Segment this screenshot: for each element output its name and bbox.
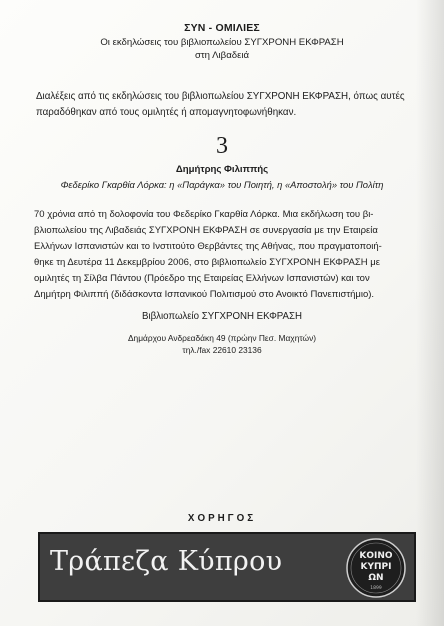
body-paragraph — [34, 207, 406, 304]
talk-title: Φεδερίκο Γκαρθία Λόρκα: η «Παράγκα» του Ποιητή, η «Αποστολή» του Πολίτη — [60, 179, 384, 190]
intro-line2: παραδόθηκαν από τους ομιλητές ή απομαγνητοφωνήθηκαν. — [36, 107, 297, 118]
series-subtitle-line2: στη Λιβαδειά — [194, 49, 250, 61]
bank-name: Τράπεζα Κύπρου — [50, 546, 283, 577]
series-title: ΣΥΝ - ΟΜΙΛΙΕΣ — [184, 22, 260, 34]
address: Δημάρχου Ανδρεαδάκη 49 (πρώην Πεσ. Μαχητών) — [127, 333, 317, 343]
contact-block — [0, 333, 444, 356]
logo-year: 1899 — [370, 586, 382, 591]
body-line: Δημήτρη Φιλιππή (διδάσκοντα Ισπανικού Πολιτισμού στο Ανοικτό Πανεπιστήμιο). — [34, 289, 375, 301]
issue-number: 3 — [216, 133, 228, 159]
intro-line1: Διαλέξεις από τις εκδηλώσεις του βιβλιοπωλείου ΣΥΓΧΡΟΝΗ ΕΚΦΡΑΣΗ, όπως αυτές — [36, 91, 405, 102]
body-line: ομιλητές τη Σίλβα Πάντου (Πρόεδρο της Εταιρείας Ελλήνων Ισπανιστών) και τον — [34, 273, 370, 285]
body-line: θηκε τη Δευτέρα 11 Δεκεμβρίου 2006, στο βιβλιοπωλείο ΣΥΓΧΡΟΝΗ ΕΚΦΡΑΣΗ με — [34, 257, 380, 269]
intro-paragraph — [36, 89, 408, 121]
author-name: Δημήτρης Φιλιππής — [175, 164, 269, 175]
sponsor-banner — [38, 532, 416, 602]
body-line: Ελλήνων Ισπανιστών και το Ινστιτούτο Θερβάντες της Αθήνας, που πραγματοποιή- — [34, 241, 382, 253]
body-line: 70 χρόνια από τη δολοφονία του Φεδερίκο Γκαρθία Λόρκα. Μια εκδήλωση του βι- — [34, 209, 374, 220]
logo-line1: ΚΟΙΝΟ — [359, 551, 393, 561]
series-subtitle-line1: Οι εκδηλώσεις του βιβλιοπωλείου ΣΥΓΧΡΟΝΗ ΕΚΦΡΑΣΗ — [100, 37, 344, 48]
bookshop-name: Βιβλιοπωλείο ΣΥΓΧΡΟΝΗ ΕΚΦΡΑΣΗ — [142, 311, 302, 322]
logo-line3: ΩΝ — [368, 573, 384, 583]
phone: τηλ./fax 22610 23136 — [182, 344, 262, 355]
sponsor-label: ΧΟΡΗΓΟΣ — [187, 513, 257, 524]
body-line: βλιοπωλείου της Λιβαδειάς ΣΥΓΧΡΟΝΗ ΕΚΦΡΑΣΗ σε συνεργασία με την Εταιρεία — [34, 225, 378, 237]
series-subtitle — [0, 37, 444, 62]
bank-logo — [345, 537, 407, 599]
logo-line2: ΚΥΠΡΙ — [360, 562, 392, 572]
